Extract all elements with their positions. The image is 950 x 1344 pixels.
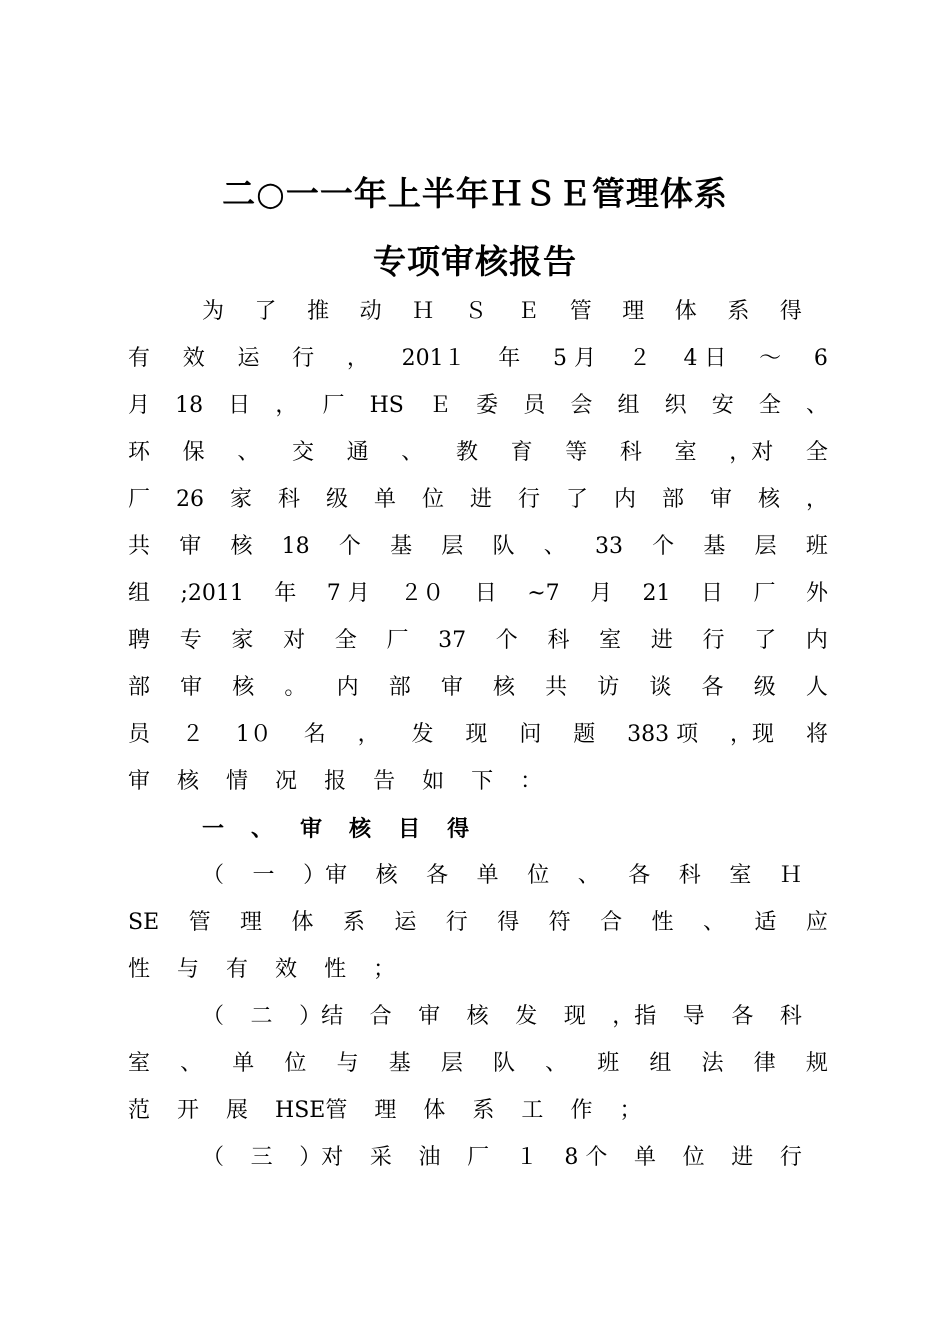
text-token: ， bbox=[275, 393, 298, 418]
text-token: 单 bbox=[232, 1051, 255, 1076]
text-token: 了 bbox=[254, 299, 277, 324]
text-token: 下 bbox=[471, 769, 494, 794]
text-token: 37 bbox=[438, 628, 467, 653]
text-token: ～ bbox=[759, 346, 782, 371]
text-token: ２ bbox=[181, 722, 204, 747]
text-token: 共 bbox=[545, 675, 568, 700]
text-token: 应 bbox=[805, 910, 828, 935]
text-token: 系 bbox=[342, 910, 365, 935]
text-token: 单 bbox=[476, 863, 499, 888]
text-token: 外 bbox=[805, 581, 828, 606]
text-token: ； bbox=[373, 957, 396, 982]
text-token: 队 bbox=[492, 534, 515, 559]
text-token: 全 bbox=[805, 440, 828, 465]
text-token: ）审 bbox=[303, 863, 348, 888]
text-token: 访 bbox=[597, 675, 620, 700]
text-token: 全 bbox=[758, 393, 781, 418]
text-token: 符 bbox=[548, 910, 571, 935]
text-token: 科 bbox=[277, 487, 300, 512]
text-token: 合 bbox=[600, 910, 623, 935]
text-line bbox=[128, 339, 828, 379]
text-token: 审 bbox=[180, 675, 203, 700]
text-token: 现 bbox=[563, 1004, 586, 1029]
text-token: 审 bbox=[128, 769, 151, 794]
text-token: 科 bbox=[779, 1004, 802, 1029]
text-line bbox=[128, 903, 828, 943]
text-token: 审 bbox=[709, 487, 732, 512]
text-token: 为 bbox=[202, 299, 225, 324]
text-token: 得 bbox=[497, 910, 520, 935]
text-token: ； bbox=[619, 1098, 642, 1123]
text-token: ;2011 bbox=[180, 581, 244, 606]
text-token: 层 bbox=[440, 1051, 463, 1076]
text-token: 体 bbox=[291, 910, 314, 935]
text-token: 进 bbox=[731, 1145, 754, 1170]
text-token: 厂 bbox=[386, 628, 409, 653]
text-token: 共 bbox=[128, 534, 151, 559]
text-line bbox=[202, 1138, 802, 1178]
text-token: 教 bbox=[455, 440, 478, 465]
text-line bbox=[202, 997, 802, 1037]
text-token: 年 bbox=[274, 581, 297, 606]
text-token: 效 bbox=[275, 957, 298, 982]
text-token: 单 bbox=[633, 1145, 656, 1170]
text-token: 审 bbox=[440, 675, 463, 700]
text-token: 核 bbox=[232, 675, 255, 700]
text-token: 位 bbox=[682, 1145, 705, 1170]
text-token: 安 bbox=[711, 393, 734, 418]
text-token: 行 bbox=[779, 1145, 802, 1170]
text-token: ，对 bbox=[729, 440, 774, 465]
text-line bbox=[128, 762, 828, 802]
text-token: 核 bbox=[177, 769, 200, 794]
text-token: 单 bbox=[373, 487, 396, 512]
text-line bbox=[128, 480, 828, 520]
text-token: 日 bbox=[701, 581, 724, 606]
text-token: 性 bbox=[324, 957, 347, 982]
text-token: 级 bbox=[325, 487, 348, 512]
text-token: 律 bbox=[753, 1051, 776, 1076]
text-token: 将 bbox=[805, 722, 828, 747]
text-token: ， bbox=[346, 346, 369, 371]
text-token: 月 bbox=[128, 393, 151, 418]
document-title-line-1: 二○一一年上半年ＨＳＥ管理体系 bbox=[222, 174, 728, 213]
text-token: 部 bbox=[388, 675, 411, 700]
text-token: 进 bbox=[469, 487, 492, 512]
text-token: 导 bbox=[682, 1004, 705, 1029]
text-token: 家 bbox=[231, 628, 254, 653]
text-token: 审 bbox=[300, 816, 323, 842]
text-token: 厂 bbox=[128, 487, 151, 512]
text-token: 展 bbox=[226, 1098, 249, 1123]
text-token: （ bbox=[202, 1145, 225, 1170]
text-token: 级 bbox=[753, 675, 776, 700]
text-token: 队 bbox=[492, 1051, 515, 1076]
text-token: 核 bbox=[757, 487, 780, 512]
text-token: ， bbox=[805, 487, 828, 512]
text-token: Ｅ bbox=[517, 299, 540, 324]
text-token: 交 bbox=[291, 440, 314, 465]
text-token: 理 bbox=[240, 910, 263, 935]
text-token: 核 bbox=[375, 863, 398, 888]
text-token: 委 bbox=[476, 393, 499, 418]
text-token: 室 bbox=[674, 440, 697, 465]
text-token: （ bbox=[202, 1004, 225, 1029]
text-token: 织 bbox=[664, 393, 687, 418]
text-token: 推 bbox=[307, 299, 330, 324]
text-token: 5 月 bbox=[553, 346, 597, 371]
text-token: 内 bbox=[805, 628, 828, 653]
text-token: 33 bbox=[594, 534, 623, 559]
text-token: 、 bbox=[543, 534, 566, 559]
text-line bbox=[128, 574, 828, 614]
text-token: 动 bbox=[359, 299, 382, 324]
text-token: 法 bbox=[701, 1051, 724, 1076]
text-token: 员 bbox=[523, 393, 546, 418]
text-token: 题 bbox=[573, 722, 596, 747]
text-token: 行 bbox=[292, 346, 315, 371]
text-token: 体 bbox=[674, 299, 697, 324]
text-token: 规 bbox=[805, 1051, 828, 1076]
text-token: 科 bbox=[547, 628, 570, 653]
text-token: 三 bbox=[250, 1145, 273, 1170]
text-token: Ｅ bbox=[428, 393, 451, 418]
text-token: 谈 bbox=[649, 675, 672, 700]
text-token: ： bbox=[520, 769, 543, 794]
text-token: 组 bbox=[617, 393, 640, 418]
text-token: Ｓ bbox=[464, 299, 487, 324]
text-token: 报 bbox=[324, 769, 347, 794]
text-line bbox=[128, 527, 828, 567]
text-token: 核 bbox=[349, 816, 372, 842]
text-token: 科 bbox=[678, 863, 701, 888]
text-token: 。 bbox=[284, 675, 307, 700]
text-token: 各 bbox=[426, 863, 449, 888]
text-token: 与 bbox=[336, 1051, 359, 1076]
text-token: 会 bbox=[570, 393, 593, 418]
text-token: 告 bbox=[373, 769, 396, 794]
text-token: 核 bbox=[230, 534, 253, 559]
text-token: 体 bbox=[423, 1098, 446, 1123]
text-token: 进 bbox=[650, 628, 673, 653]
text-token: 行 bbox=[517, 487, 540, 512]
text-token: 、 bbox=[401, 440, 424, 465]
text-line bbox=[128, 433, 828, 473]
text-token: 审 bbox=[418, 1004, 441, 1029]
text-line bbox=[128, 715, 828, 755]
text-token: 对 bbox=[283, 628, 306, 653]
text-token: 室 bbox=[599, 628, 622, 653]
text-token: ~7 bbox=[527, 581, 560, 606]
text-token: １ bbox=[515, 1145, 538, 1170]
text-token: 油 bbox=[418, 1145, 441, 1170]
text-token: 383 项 bbox=[627, 722, 699, 747]
text-token: 基 bbox=[703, 534, 726, 559]
text-token: 行 bbox=[702, 628, 725, 653]
text-token: 等 bbox=[565, 440, 588, 465]
text-token: 性 bbox=[651, 910, 674, 935]
text-token: 组 bbox=[649, 1051, 672, 1076]
text-token: 一 bbox=[202, 816, 225, 842]
text-line bbox=[128, 668, 828, 708]
text-token: 室 bbox=[128, 1051, 151, 1076]
text-token: 室 bbox=[729, 863, 752, 888]
text-token: 通 bbox=[346, 440, 369, 465]
text-token: 各 bbox=[701, 675, 724, 700]
text-token: 有 bbox=[128, 346, 151, 371]
text-token: 系 bbox=[472, 1098, 495, 1123]
text-token: Ｈ bbox=[779, 863, 802, 888]
text-token: 作 bbox=[570, 1098, 593, 1123]
text-token: 得 bbox=[447, 816, 470, 842]
text-token: 班 bbox=[805, 534, 828, 559]
text-token: 部 bbox=[661, 487, 684, 512]
text-token: 、 bbox=[805, 393, 828, 418]
text-token: 家 bbox=[229, 487, 252, 512]
text-token: 开 bbox=[177, 1098, 200, 1123]
text-token: 年 bbox=[498, 346, 521, 371]
text-token: 与 bbox=[177, 957, 200, 982]
text-line bbox=[128, 950, 828, 990]
text-token: 18 bbox=[281, 534, 310, 559]
text-line bbox=[202, 292, 802, 332]
text-token: 专 bbox=[179, 628, 202, 653]
text-token: 发 bbox=[411, 722, 434, 747]
text-token: 范 bbox=[128, 1098, 151, 1123]
text-token: 1０ bbox=[235, 722, 272, 747]
text-token: 位 bbox=[527, 863, 550, 888]
text-token: 各 bbox=[731, 1004, 754, 1029]
text-token: Ｈ bbox=[412, 299, 435, 324]
text-token: 、 bbox=[702, 910, 725, 935]
text-token: 各 bbox=[628, 863, 651, 888]
text-line bbox=[128, 386, 828, 426]
text-token: 管 bbox=[569, 299, 592, 324]
text-token: 效 bbox=[182, 346, 205, 371]
text-token: 内 bbox=[336, 675, 359, 700]
text-line bbox=[128, 1091, 828, 1131]
text-token: 发 bbox=[515, 1004, 538, 1029]
text-token: 二 bbox=[250, 1004, 273, 1029]
text-token: 201１ bbox=[401, 346, 466, 371]
text-token: 员 bbox=[128, 722, 151, 747]
text-token: 、 bbox=[180, 1051, 203, 1076]
text-token: （ bbox=[202, 863, 225, 888]
text-token: 日 bbox=[474, 581, 497, 606]
text-token: ， bbox=[357, 722, 380, 747]
text-token: 工 bbox=[521, 1098, 544, 1123]
text-token: 18 bbox=[175, 393, 204, 418]
text-token: ，现 bbox=[730, 722, 775, 747]
text-token: 理 bbox=[622, 299, 645, 324]
text-token: 一 bbox=[252, 863, 275, 888]
text-token: 层 bbox=[754, 534, 777, 559]
text-token: 、 bbox=[545, 1051, 568, 1076]
text-token: 核 bbox=[466, 1004, 489, 1029]
text-token: 合 bbox=[369, 1004, 392, 1029]
text-token: 性 bbox=[128, 957, 151, 982]
text-token: 采 bbox=[369, 1145, 392, 1170]
text-token: HSE管 bbox=[275, 1098, 348, 1123]
text-token: 组 bbox=[128, 581, 151, 606]
text-token: 位 bbox=[421, 487, 444, 512]
text-token: 育 bbox=[510, 440, 533, 465]
text-token: ）对 bbox=[299, 1145, 344, 1170]
text-token: 4 日 bbox=[683, 346, 727, 371]
text-token: 现 bbox=[465, 722, 488, 747]
text-token: 、 bbox=[577, 863, 600, 888]
text-token: 保 bbox=[182, 440, 205, 465]
text-token: 厂 bbox=[753, 581, 776, 606]
text-token: 、 bbox=[237, 440, 260, 465]
text-token: 8 个 bbox=[564, 1145, 608, 1170]
text-token: 月 bbox=[590, 581, 613, 606]
text-token: 基 bbox=[390, 534, 413, 559]
text-token: 况 bbox=[275, 769, 298, 794]
text-token: 环 bbox=[128, 440, 151, 465]
text-token: 问 bbox=[519, 722, 542, 747]
text-line bbox=[202, 856, 802, 896]
text-token: 了 bbox=[565, 487, 588, 512]
text-token: 运 bbox=[237, 346, 260, 371]
text-token: 基 bbox=[388, 1051, 411, 1076]
text-token: 情 bbox=[226, 769, 249, 794]
text-token: 个 bbox=[495, 628, 518, 653]
text-token: 位 bbox=[284, 1051, 307, 1076]
text-token: 系 bbox=[727, 299, 750, 324]
text-token: 部 bbox=[128, 675, 151, 700]
text-token: 层 bbox=[441, 534, 464, 559]
text-token: 内 bbox=[613, 487, 636, 512]
text-token: 个 bbox=[338, 534, 361, 559]
text-token: 核 bbox=[492, 675, 515, 700]
text-token: 人 bbox=[805, 675, 828, 700]
text-token: 适 bbox=[754, 910, 777, 935]
text-token: ２ bbox=[628, 346, 651, 371]
text-token: 班 bbox=[597, 1051, 620, 1076]
text-token: 管 bbox=[188, 910, 211, 935]
text-token: 理 bbox=[374, 1098, 397, 1123]
document-title-line-2: 专项审核报告 bbox=[373, 242, 577, 281]
text-token: 有 bbox=[226, 957, 249, 982]
text-token: ２０ bbox=[400, 581, 445, 606]
text-token: 26 bbox=[176, 487, 204, 512]
text-token: HS bbox=[369, 393, 404, 418]
text-token: 日 bbox=[228, 393, 251, 418]
text-token: SE bbox=[128, 910, 160, 935]
text-token: ）结 bbox=[299, 1004, 344, 1029]
text-token: 、 bbox=[251, 816, 274, 842]
text-token: 了 bbox=[754, 628, 777, 653]
text-token: 个 bbox=[652, 534, 675, 559]
text-token: 如 bbox=[422, 769, 445, 794]
text-token: 运 bbox=[394, 910, 417, 935]
text-token: 全 bbox=[334, 628, 357, 653]
text-token: 目 bbox=[398, 816, 421, 842]
text-token: 聘 bbox=[128, 628, 151, 653]
section-heading bbox=[202, 809, 802, 849]
text-token: 7 月 bbox=[326, 581, 370, 606]
text-token: 名 bbox=[303, 722, 326, 747]
text-line bbox=[128, 1044, 828, 1084]
text-token: ，指 bbox=[612, 1004, 657, 1029]
text-token: 科 bbox=[619, 440, 642, 465]
text-line bbox=[128, 621, 828, 661]
text-token: 厂 bbox=[467, 1145, 490, 1170]
text-token: 21 bbox=[642, 581, 671, 606]
text-token: 得 bbox=[779, 299, 802, 324]
text-token: 厂 bbox=[322, 393, 345, 418]
text-token: 6 bbox=[813, 346, 828, 371]
text-token: 审 bbox=[179, 534, 202, 559]
text-token: 行 bbox=[445, 910, 468, 935]
